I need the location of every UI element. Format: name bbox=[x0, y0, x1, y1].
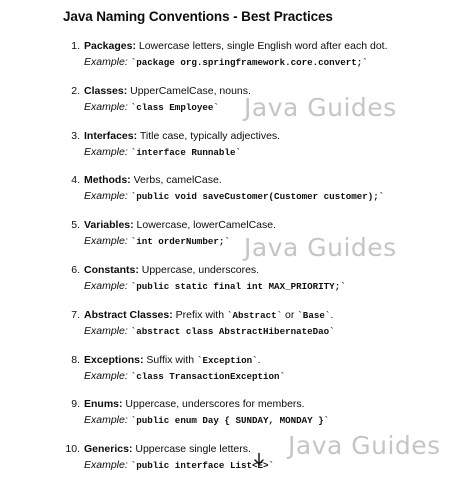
example-code: `class TransactionException` bbox=[130, 370, 286, 382]
item-number: 6. bbox=[71, 263, 80, 276]
item-name: Exceptions: bbox=[84, 353, 144, 366]
list-item bbox=[62, 130, 462, 175]
example-label: Example: bbox=[84, 56, 128, 68]
item-desc: Title case, typically adjectives. bbox=[137, 129, 281, 142]
example-label: Example: bbox=[84, 279, 128, 292]
item-name: Generics: bbox=[84, 443, 133, 456]
item-example bbox=[84, 56, 368, 69]
example-code: `package org.springframework.core.convert;` bbox=[130, 57, 368, 68]
item-example bbox=[84, 414, 329, 427]
list-item bbox=[62, 174, 462, 219]
item-number: 1. bbox=[71, 40, 80, 52]
item-desc: Uppercase, underscores for members. bbox=[122, 398, 305, 411]
item-desc: Uppercase, underscores. bbox=[138, 263, 260, 276]
item-name: Enums: bbox=[84, 398, 123, 411]
inline-code: `Exception` bbox=[197, 354, 258, 366]
inline-code: `Base` bbox=[297, 309, 331, 321]
item-description bbox=[84, 354, 261, 367]
item-description bbox=[84, 398, 305, 411]
example-code: `interface Runnable` bbox=[130, 146, 241, 158]
item-desc-end: . bbox=[330, 308, 334, 321]
example-code: `public void saveCustomer(Customer customer);` bbox=[130, 191, 385, 203]
item-name: Interfaces: bbox=[84, 129, 138, 142]
item-name: Methods: bbox=[84, 174, 131, 187]
watermark: Java Guides bbox=[244, 93, 397, 122]
example-label: Example: bbox=[84, 100, 128, 113]
list-item bbox=[62, 40, 462, 85]
item-name: Variables: bbox=[84, 219, 134, 232]
item-name: Constants: bbox=[84, 263, 139, 276]
item-number: 10. bbox=[65, 443, 80, 456]
item-description bbox=[84, 174, 222, 187]
item-example bbox=[84, 146, 241, 159]
item-number: 4. bbox=[71, 174, 80, 187]
example-label: Example: bbox=[84, 145, 128, 158]
item-name: Abstract Classes: bbox=[84, 308, 173, 321]
example-code: `public interface List<E>` bbox=[130, 460, 275, 472]
item-description bbox=[84, 219, 276, 232]
item-number: 3. bbox=[71, 129, 80, 142]
item-desc: Verbs, camelCase. bbox=[130, 174, 222, 187]
item-desc: Lowercase letters, single English word after each dot. bbox=[135, 40, 388, 52]
item-number: 9. bbox=[71, 398, 80, 411]
item-number: 5. bbox=[71, 219, 80, 232]
item-number: 7. bbox=[71, 308, 80, 321]
item-desc: UpperCamelCase, nouns. bbox=[127, 84, 251, 97]
example-code: `abstract class AbstractHibernateDao` bbox=[130, 325, 335, 337]
example-label: Example: bbox=[84, 369, 128, 382]
example-code: `public static final int MAX_PRIORITY;` bbox=[130, 280, 346, 292]
item-desc: Suffix with bbox=[143, 353, 198, 366]
item-desc: Lowercase, lowerCamelCase. bbox=[133, 219, 277, 232]
item-example bbox=[84, 101, 219, 114]
inline-code: `Abstract` bbox=[226, 309, 283, 321]
item-example bbox=[84, 459, 274, 472]
item-desc: Uppercase single letters. bbox=[132, 443, 251, 456]
item-description bbox=[84, 309, 333, 322]
item-desc-end: . bbox=[257, 353, 261, 366]
item-example bbox=[84, 325, 335, 338]
item-name: Classes: bbox=[84, 84, 128, 97]
item-example bbox=[84, 280, 346, 293]
item-desc: Prefix with bbox=[172, 308, 227, 321]
item-description bbox=[84, 443, 251, 456]
example-label: Example: bbox=[84, 190, 128, 203]
watermark: Java Guides bbox=[244, 233, 397, 262]
item-number: 8. bbox=[71, 353, 80, 366]
example-code: `public enum Day { SUNDAY, MONDAY }` bbox=[130, 415, 330, 427]
example-code: `int orderNumber;` bbox=[130, 236, 230, 248]
watermark: Java Guides bbox=[288, 431, 441, 460]
list-item bbox=[62, 264, 462, 309]
arrow-down-icon[interactable] bbox=[253, 452, 265, 466]
example-label: Example: bbox=[84, 235, 128, 248]
item-description bbox=[84, 130, 280, 143]
item-description bbox=[84, 40, 388, 53]
item-example bbox=[84, 190, 384, 203]
item-number: 2. bbox=[71, 84, 80, 97]
list-item bbox=[62, 354, 462, 399]
example-label: Example: bbox=[84, 459, 128, 472]
item-desc-mid: or bbox=[282, 308, 298, 321]
item-name: Packages: bbox=[84, 40, 136, 52]
example-label: Example: bbox=[84, 414, 128, 427]
item-description bbox=[84, 264, 259, 277]
item-example bbox=[84, 235, 230, 248]
item-description bbox=[84, 85, 251, 98]
item-example bbox=[84, 370, 285, 383]
example-code: `class Employee` bbox=[130, 101, 219, 113]
example-label: Example: bbox=[84, 324, 128, 337]
list-item bbox=[62, 309, 462, 354]
page-title: Java Naming Conventions - Best Practices bbox=[63, 9, 333, 24]
